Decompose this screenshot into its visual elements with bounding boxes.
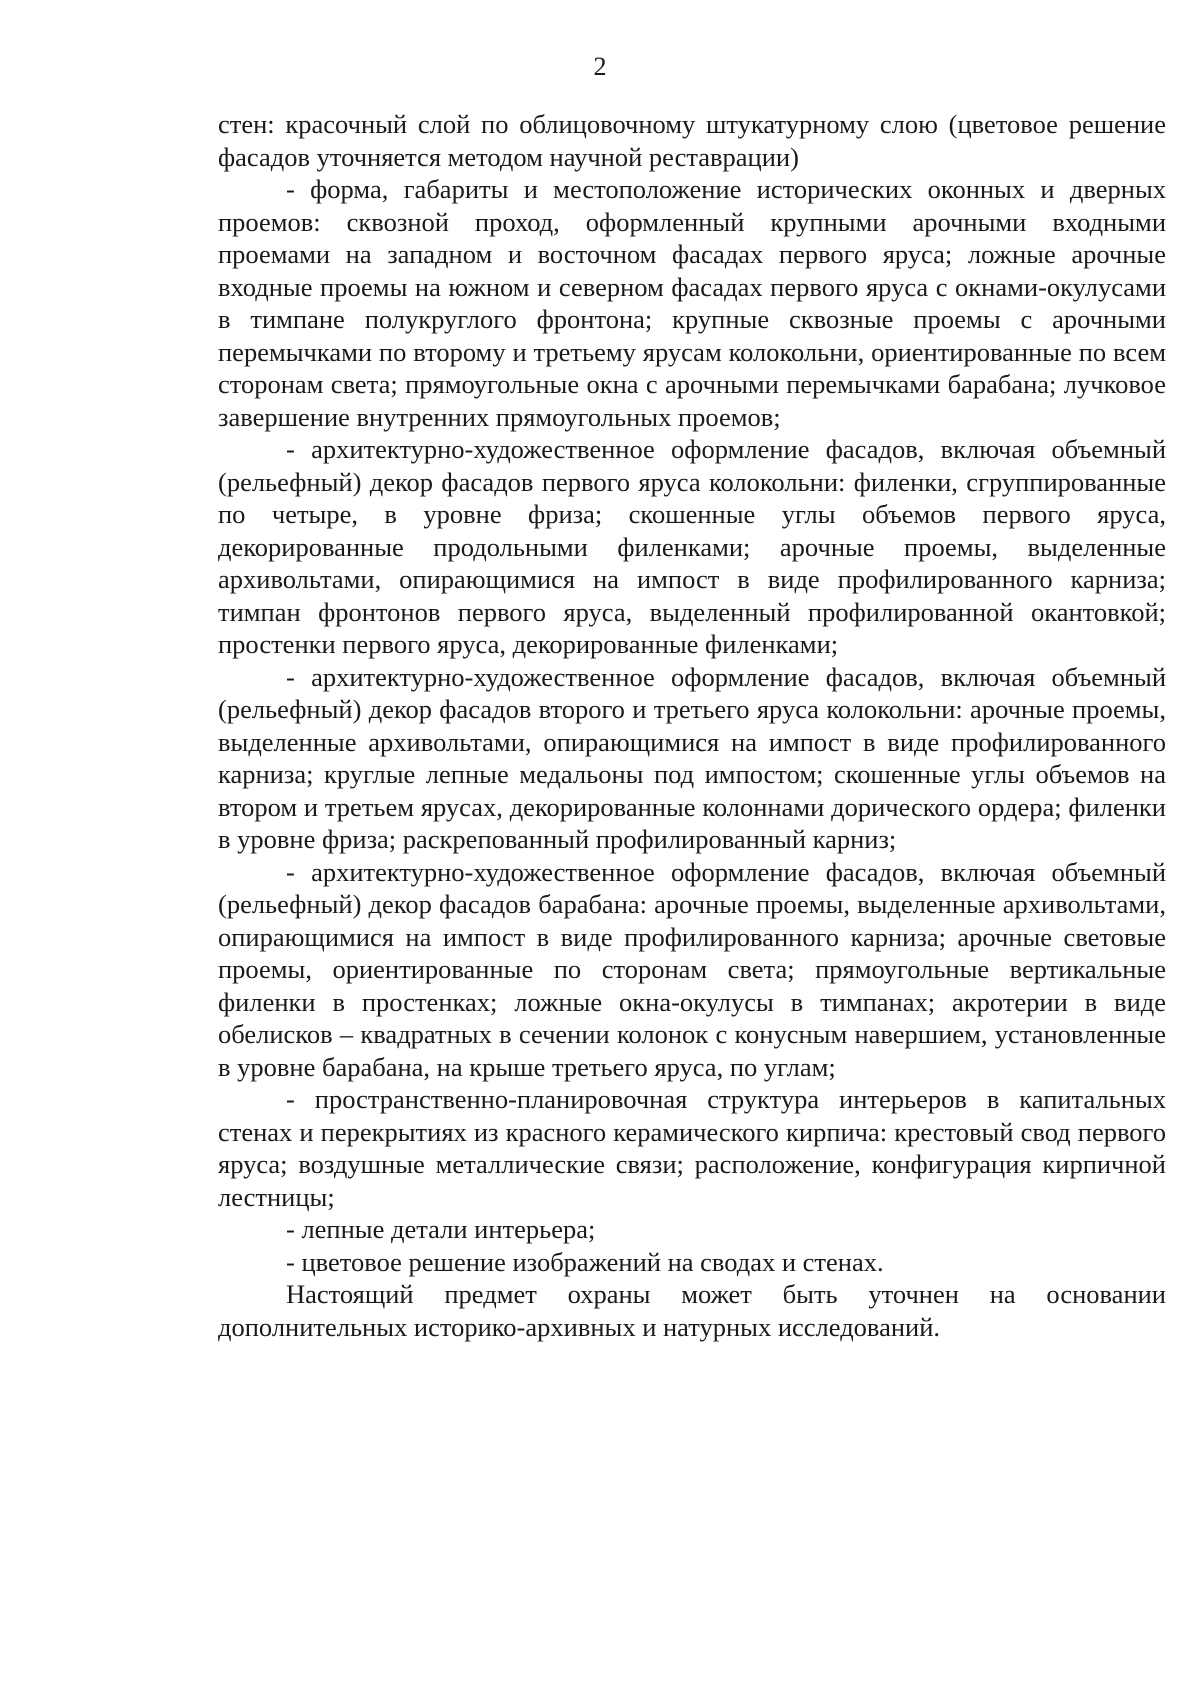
paragraph-facade-decor-first-tier: - архитектурно-художественное оформление фасадов, включая объемный (рельефный) декор фасадов первого яруса колокольни: филенки, сгруппированные по четыре, в уровне фриза; скошенные углы объемов первого яруса, декорированные продольными филенками; арочные проемы, выделенные архивольтами, опирающимися на импост в виде профилированного карниза; тимпан фронтонов первого яруса, выделенный профилированной окантовкой; простенки первого яруса, декорированные филенками;: [218, 434, 1166, 659]
paragraph-color-images: - цветовое решение изображений на сводах и стенах.: [286, 1246, 884, 1277]
page-number: 2: [593, 52, 607, 81]
paragraph-closing-note: Настоящий предмет охраны может быть уточнен на основании дополнительных историко-архивных и натурных исследований.: [218, 1279, 1166, 1342]
paragraph-facade-decor-drum: - архитектурно-художественное оформление фасадов, включая объемный (рельефный) декор фасадов барабана: арочные проемы, выделенные архивольтами, опирающимися на импост в виде профилированного карниза; арочные световые проемы, ориентированные по сторонам света; прямоугольные вертикальные филенки в простенках; ложные окна-окулусы в тимпанах; акротерии в виде обелисков – квадратных в сечении колонок с конусным навершием, установленные в уровне барабана, на крыше третьего яруса, по углам;: [218, 856, 1166, 1082]
paragraph-interior-structure: - пространственно-планировочная структура интерьеров в капитальных стенах и перекрытиях из красного керамического кирпича: крестовый свод первого яруса; воздушные металлические связи; расположение, конфигурация кирпичной лестницы;: [218, 1084, 1166, 1212]
paragraph-interior-molding: - лепные детали интерьера;: [286, 1214, 596, 1244]
paragraph-walls-paint-layer: стен: красочный слой по облицовочному штукатурному слою (цветовое решение фасадов уточняется методом научной реставрации): [218, 109, 1166, 172]
paragraph-openings: - форма, габариты и местоположение исторических оконных и дверных проемов: сквозной проход, оформленный крупными арочными входными проемами на западном и восточном фасадах первого яруса; ложные арочные входные проемы на южном и северном фасадах первого яруса с окнами-окулусами в тимпане полукруглого фронтона; крупные сквозные проемы с арочными перемычками по второму и третьему ярусам колокольни, ориентированные по всем сторонам света; прямоугольные окна с арочными перемычками барабана; лучковое завершение внутренних прямоугольных проемов;: [218, 174, 1166, 432]
paragraph-facade-decor-second-third-tier: - архитектурно-художественное оформление фасадов, включая объемный (рельефный) декор фасадов второго и третьего яруса колокольни: арочные проемы, выделенные архивольтами, опирающимися на импост в виде профилированного карниза; круглые лепные медальоны под импостом; скошенные углы объемов на втором и третьем ярусах, декорированные колоннами дорического ордера; филенки в уровне фриза; раскрепованный профилированный карниз;: [218, 661, 1166, 854]
document-body: [218, 108, 1166, 1343]
